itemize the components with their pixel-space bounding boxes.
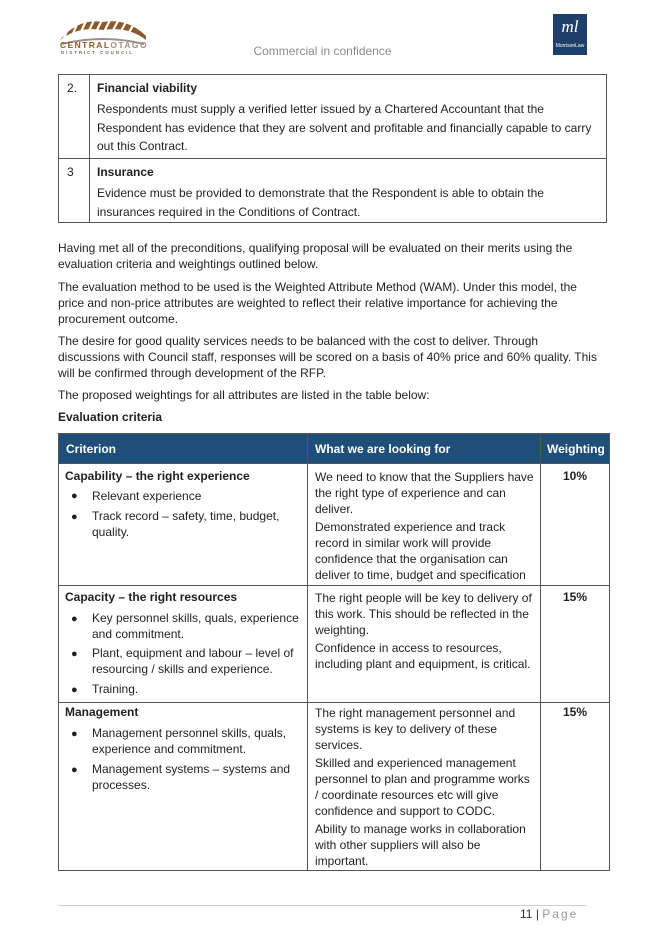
row-title: Financial viability: [97, 81, 198, 95]
page-label: Page: [542, 907, 579, 921]
looking-for-text: We need to know that the Suppliers have the right type of experience and can deliver.: [315, 470, 534, 516]
header-weighting: Weighting: [547, 442, 605, 456]
looking-for-text: The right people will be key to delivery of this work. This should be reflected in the weighting.: [315, 591, 532, 637]
criterion-bullet: Key personnel skills, quals, experience and commitment.: [92, 611, 299, 641]
ml-name: MorrisonLaw: [555, 43, 585, 49]
logo-wordmark: CENTRALOTAGO: [60, 40, 148, 50]
paragraph: Having met all of the preconditions, qualifying proposal will be evaluated on their merits using the evaluation criteria and weightings outlined below.: [58, 241, 573, 271]
criterion-bullet: Relevant experience: [92, 489, 202, 503]
paragraph: The evaluation method to be used is the Weighted Attribute Method (WAM). Under this model, the price and non-price attributes are weighted to reflect their relative importance for achieving the procurement outcome.: [58, 280, 577, 326]
weighting-value: 15%: [562, 705, 588, 719]
row-number: 3: [67, 165, 74, 179]
logo-subtitle: DISTRICT COUNCIL: [61, 50, 134, 55]
criterion-title: Capacity – the right resources: [65, 590, 238, 604]
page-separator: |: [535, 907, 539, 921]
row-body: Evidence must be provided to demonstrate that the Respondent is able to obtain the insurances required in the Conditions of Contract.: [97, 186, 544, 219]
looking-for-text: Demonstrated experience and track record in similar work will provide confidence that the organisation can deliver to time, budget and specification: [315, 520, 526, 582]
criterion-bullet: Training.: [92, 682, 139, 696]
criterion-bullet: Management systems – systems and processes.: [92, 762, 291, 792]
ml-mark: ml: [561, 17, 579, 36]
weighting-value: 10%: [562, 469, 588, 483]
criterion-bullet: Track record – safety, time, budget, quality.: [92, 509, 280, 539]
row-title: Insurance: [97, 165, 154, 179]
looking-for-text: The right management personnel and systems is key to delivery of these services.: [315, 706, 516, 752]
page-number: 11: [520, 907, 533, 921]
row-body: Respondents must supply a verified letter issued by a Chartered Accountant that the Respondent has evidence that they are solvent and profitable and financially capable to carry out this Contract.: [97, 102, 592, 153]
weighting-value: 15%: [562, 590, 588, 604]
criterion-title: Capability – the right experience: [65, 469, 250, 483]
footer-divider: [58, 905, 586, 906]
preconditions-table: [58, 74, 607, 223]
looking-for-text: Skilled and experienced management personnel to plan and programme works / coordinate resources etc will give confidence and support to CODC.: [315, 756, 530, 818]
criterion-bullet: Management personnel skills, quals, experience and commitment.: [92, 726, 287, 756]
paragraph: The proposed weightings for all attributes are listed in the table below:: [58, 388, 430, 402]
morrison-law-logo: [553, 14, 587, 55]
evaluation-heading: Evaluation criteria: [58, 410, 163, 424]
header-looking-for: What we are looking for: [315, 442, 451, 456]
page-footer: [520, 907, 578, 921]
row-number: 2.: [67, 81, 78, 95]
paragraph: The desire for good quality services needs to be balanced with the cost to deliver. Through discussions with Council staff, responses will be scored on a basis of 40% price and 60% quality. This will be confirmed through development of the RFP.: [58, 334, 597, 380]
criterion-title: Management: [65, 705, 139, 719]
header-title: Commercial in confidence: [253, 44, 392, 58]
evaluation-table: Criterion What we are looking for Weighting Capability – the right experience ● Relevant experience ● Track record – safety, time, budget, quality. We need to know that the Suppliers have the right type of experience and can deliver. Demonstrated experience and track record in similar work will provide confidence that the organisation can deliver to time, budget and specification 10% Capacity – the right resources ● Key personnel skills, quals, experience and commitment. ● Plant, equipment and labour – level of resourcing / skills and experience. ● Training. The right people will be key to delivery of this work. This should be reflected in the weighting. Confidence in access to resources, including plant and equipment, is critical. 15% Management ● Management personnel skills, quals, experience and commitment. ● Management systems – systems and processes. The right management personnel and systems is key to delivery of these services. Skilled and experienced management personnel to plan and programme works / coordinate resources etc will give confidence and support to CODC. Ability to manage works in collaboration with other suppliers will also be important. 15%: [58, 433, 610, 871]
header-criterion: Criterion: [66, 442, 117, 456]
looking-for-text: Ability to manage works in collaboration with other suppliers will also be important.: [315, 822, 526, 868]
looking-for-text: Confidence in access to resources, including plant and equipment, is critical.: [315, 641, 531, 671]
criterion-bullet: Plant, equipment and labour – level of resourcing / skills and experience.: [92, 646, 294, 676]
